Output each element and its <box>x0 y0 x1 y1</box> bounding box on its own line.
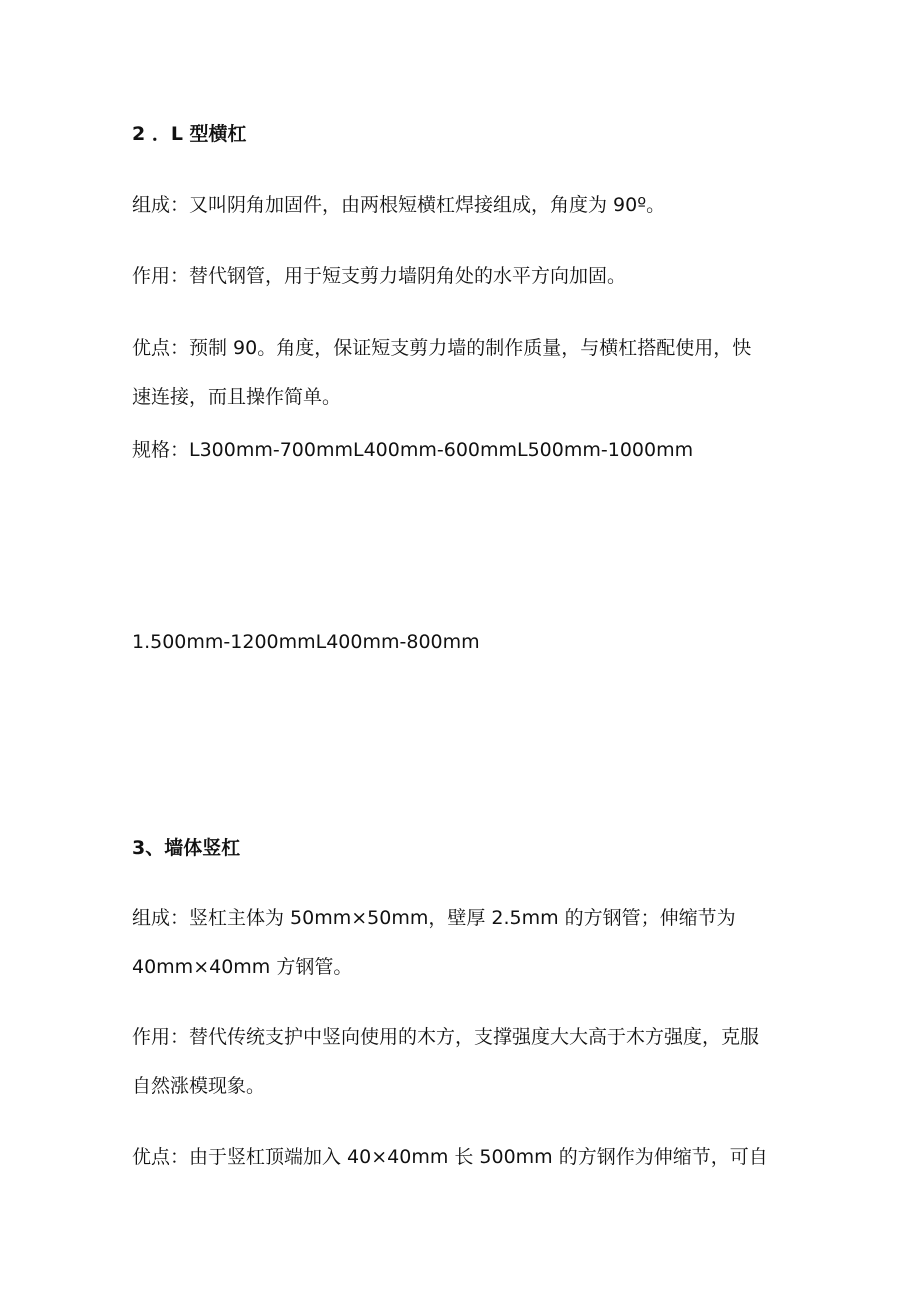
section-3-advantage-line-1: 优点：由于竖杠顶端加入 40×40mm 长 500mm 的方钢作为伸缩节，可自 <box>132 1146 768 1168</box>
section-2-composition: 组成：又叫阴角加固件，由两根短横杠焊接组成，角度为 90º。 <box>132 194 666 216</box>
section-2-spec-continued: 1.500mm-1200mmL400mm-800mm <box>132 631 480 653</box>
section-2-function: 作用：替代钢管，用于短支剪力墙阴角处的水平方向加固。 <box>132 265 627 287</box>
section-3-composition-line-1: 组成：竖杠主体为 50mm×50mm，壁厚 2.5mm 的方钢管；伸缩节为 <box>132 907 736 929</box>
section-3-composition-line-2: 40mm×40mm 方钢管。 <box>132 956 353 978</box>
section-3-function-line-2: 自然涨模现象。 <box>132 1075 266 1097</box>
section-2-heading: 2 ．L 型横杠 <box>132 123 247 145</box>
section-3-function-line-1: 作用：替代传统支护中竖向使用的木方，支撑强度大大高于木方强度，克服 <box>132 1026 760 1048</box>
section-2-advantage-line-1: 优点：预制 90。角度，保证短支剪力墙的制作质量，与横杠搭配使用，快 <box>132 337 752 359</box>
section-2-advantage-line-2: 速连接，而且操作简单。 <box>132 386 342 408</box>
section-3-heading: 3、墙体竖杠 <box>132 837 241 859</box>
section-2-spec: 规格：L300mm-700mmL400mm-600mmL500mm-1000mm <box>132 439 694 461</box>
